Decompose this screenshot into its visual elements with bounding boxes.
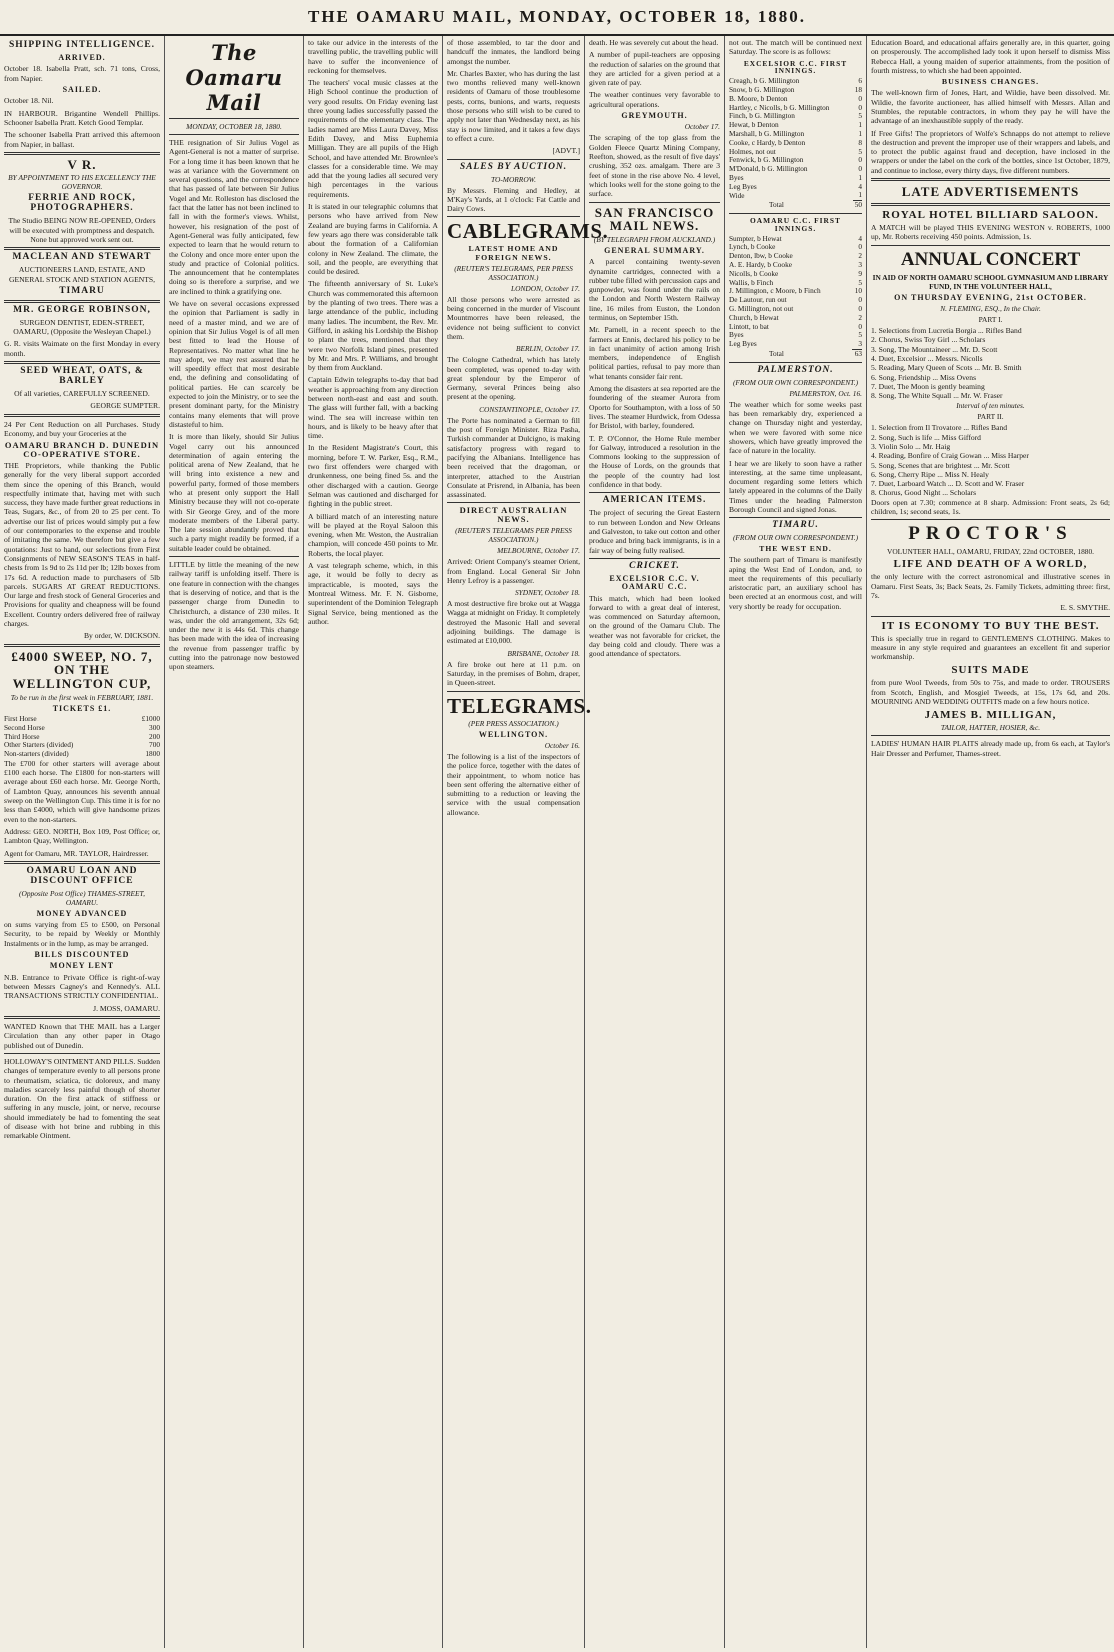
news-paragraph: of those assembled, to tar the door and handcuff the inmates, the landlord being amongst the number. (447, 38, 580, 66)
batsman-runs: 0 (858, 303, 862, 313)
news-paragraph: Mr. Charles Baxter, who has during the last two months relieved many well-known residents of Oamaru of those troublesome pests, corns, bunions, and warts, requests those persons who still wish to be cured to apply not later than Wednesday next, as his stay is now limited, and it takes a few days to effect a cure. (447, 68, 580, 143)
divider (4, 861, 160, 864)
scorecard-total (729, 201, 862, 210)
divider (4, 152, 160, 155)
batsman-runs: 3 (858, 260, 862, 269)
divider (589, 202, 720, 203)
divider (4, 644, 160, 647)
leader-paragraph: LITTLE by little the meaning of the new railway tariff is unfolding itself. There is one feature in connection with the changes that is deserving of notice, and that is the passenger charge from Dunedin to Christchurch, a distance of 230 miles. It was, under the old arrangement, 32s 6d; under the new it is 44s 6d. This change has been made with the idea of increasing the revenue from passenger traffic by cutting into the patronage now bestowed upon steamers. (169, 560, 299, 672)
loan-money-lent: MONEY LENT (49, 961, 115, 971)
batsman-name: Wallis, b Finch (729, 277, 774, 287)
news-paragraph: It is stated in our telegraphic columns that persons who have arrived from New Zealand are buying farms in California. A few years ago there was considerable talk about the formation of a Californian colony in New Zealand. The climate, the soil, and the people, are everything that could be desired. (308, 202, 438, 277)
royal-cypher: V R. (67, 156, 97, 172)
batsman-runs: 3 (858, 339, 862, 349)
divider (447, 216, 580, 217)
concert-part-2: PART II. (977, 412, 1004, 422)
scorecard-row (729, 165, 862, 174)
batsman-runs: 1 (858, 120, 862, 130)
coop-intro: 24 Per Cent Reduction on all Purchases. Study Economy, and buy your Groceries at the (4, 419, 160, 438)
cable-paragraph: The Porte has nominated a German to fill the post of Foreign Minister. Riza Pasha, Turkish commander at Dulcigno, is making satisfactory progress with regard to pacifying the Albanians. Intelligence has been received that the dragoman, or interpreter, attached to the Austrian Consulate at Prisrend, in Albania, has been assassinated. (447, 415, 580, 500)
telegrams-heading: TELEGRAMS. (447, 693, 592, 718)
loan-heading: OAMARU LOAN AND DISCOUNT OFFICE (26, 865, 138, 886)
dateline-wellington: WELLINGTON. (478, 729, 549, 739)
concert-part-1: PART I. (978, 315, 1003, 325)
concert-date: ON THURSDAY EVENING, 21st OCTOBER. (894, 292, 1087, 302)
column-4 (443, 36, 609, 1648)
telegram-paragraph: The following is a list of the inspectors of the police force, together with the dates of their appointment, to whom notice has been sent offering the alternative either of submitting to a reduction or leaving the service with the usual compensation allowance. (447, 752, 580, 817)
batsman-name: Leg Byes (729, 181, 757, 191)
batsman-name: Hewat, b Denton (729, 120, 779, 130)
news-paragraph: Education Board, and educational affairs generally are, in this quarter, going on prosperously. The accomplished lady took it upon herself to dismiss Miss Rebecca Hall, a young maiden of superior attainments, from the position of fourth mistress, to which she had been appointed. (871, 38, 1110, 75)
news-paragraph: not out. The match will be continued next Saturday. The score is as follows: (729, 38, 862, 57)
batsman-name: Snow, b G. Millington (729, 84, 795, 94)
batsman-runs: 2 (858, 312, 862, 322)
news-paragraph: A number of pupil-teachers are opposing the reduction of salaries on the ground that they are articled for a given period at a given rate of pay. (589, 50, 720, 88)
total-runs: 50 (854, 200, 862, 210)
batsman-name: Holmes, not out (729, 146, 776, 156)
batsman-runs: 5 (858, 330, 862, 340)
leader-paragraph: THE resignation of Sir Julius Vogel as Agent-General is not a matter of surprise. For a long time it has been known that he was at variance with the Government on several questions, and the correspondence that has passed of late between Sir Julius Vogel and Mr. Rolleston has disclosed the fact that the latter has not been inclined to fall in with the former's views. Whilst, however, his resignation of the post of Agent-General was fully anticipated, few expected to learn that he would return to the Colony and once more enter upon the study and practice of Colonial politics. The announcement that he contemplates doing so is therefore a surprise, and we are inclined to think a gratifying one. (169, 138, 299, 296)
divider (729, 517, 862, 518)
divider (447, 502, 580, 503)
news-paragraph: The teachers' vocal music classes at the High School continue the production of very good results. On Friday evening last three young ladies successfully passed the requirements of the elementary class. The ladies named are Miss Laura Davey, Miss Edith Davey, and Miss Euphemia Milligan. They are all pupils of the High School, and have attended Mr. Brownlee's classes for a considerable time. We may add that the young ladies all secured very high percentages in the various requirements. (308, 78, 438, 199)
proctor-heading: PROCTOR'S (908, 523, 1073, 545)
programme-item: 7. Duet, Larboard Watch ... D. Scott and W. Fraser (871, 479, 1025, 489)
batsman-runs: 4 (858, 233, 862, 243)
batsman-runs: 2 (858, 251, 862, 261)
divider (4, 361, 160, 364)
programme-item: 6. Song, Friendship ... Miss Ovens (871, 372, 977, 382)
divider (169, 118, 299, 119)
column-3 (304, 36, 443, 1648)
batsman-runs: 1 (858, 190, 862, 200)
australian-heading: DIRECT AUSTRALIAN NEWS. (459, 505, 568, 525)
news-paragraph: The scraping of the top glass from the Golden Fleece Quartz Mining Company, Reefton, showed, as the result of five days' crushing, 352 ozs. amalgam. There are 3 feet of stone in the rise above No. 4 level, which looks well for the stone going to the surface. (589, 133, 720, 199)
shipping-arrived: ARRIVED. (58, 52, 106, 62)
cable-paragraph: All those persons who were arrested as being concerned in the murder of Viscount Mountmorres have been released, the evidence not being sufficient to convict them. (447, 294, 580, 341)
batsman-name: J. Millington, c Moore, b Finch (729, 286, 821, 296)
sf-paragraph: T. P. O'Connor, the Home Rule member for Galway, introduced a resolution in the Commons looking to the suppression of the House of Lords, on the grounds that the people of the country had lost confidence in that body. (589, 433, 720, 490)
batsman-runs: 0 (858, 295, 862, 305)
dateline-melbourne: MELBOURNE, October 17. (497, 546, 580, 556)
harbour-list: IN HARBOUR. Brigantine Wendell Phillips. Schooner Isabella Pratt. Ketch Good Templar. (4, 108, 160, 127)
programme-item: 7. Duet, The Moon is gently beaming (871, 381, 985, 391)
batsman-runs: 0 (858, 93, 862, 103)
palmerston-date: PALMERSTON, Oct. 16. (789, 388, 862, 398)
dateline-sydney: SYDNEY, October 18. (514, 588, 580, 598)
holloway-ad: HOLLOWAY'S OINTMENT AND PILLS. Sudden changes of temperature evenly to all persons prone to rheumatism, sciatica, tic doloreux, and many maladies scarcely less painful though of shorter duration. On the first attack of stiffness or suffering in any muscle, joint, or nerve, recourse should immediately be had to fomenting the seat of disease with hot brine and rubbing in this remarkable Ointment. (4, 1056, 160, 1141)
american-paragraph: The project of securing the Great Eastern to run between London and New Orleans and Galveston, to take out cotton and other produce and bring back immigrants, is in a fair way of being fully realised. (589, 508, 720, 555)
loan-money: MONEY ADVANCED (36, 908, 128, 918)
batsman-name: Lintott, to bat (729, 321, 769, 331)
timaru-subheading: THE WEST END. (759, 544, 832, 554)
cricket-paragraph: This match, which had been looked forward to with a great deal of interest, was commenced on Saturday afternoon, on the ground of the Oamaru Club. The weather was not favorable for cricket, the day being cold and cloudy. There was a good attendance of spectators. (589, 593, 720, 659)
cable-paragraph: The Cologne Cathedral, which has lately been completed, was opened to-day with great splendour by the Emperor of Germany, several Princes being also present at the opening. (447, 355, 580, 402)
loan-signature: J. MOSS, OAMARU. (93, 1003, 160, 1013)
news-paragraph: A vast telegraph scheme, which, in this age, it would be folly to decry as impracticable, is mooted, says the Montreal Witness. Mr. F. N. Gisborne, superintendent of the Dominion Telegraph Signal Service, being mentioned as the author. (308, 561, 438, 626)
total-runs: 63 (852, 349, 862, 358)
business-paragraph: The well-known firm of Jones, Hart, and Wildie, have been dissolved. Mr. Wildie, the favorite auctioneer, has allied himself with Messrs. Allan and Stumbles, the reputable contractors, in whom they pay he will have the advantage of an inexhaustible supply of the ready. (871, 88, 1110, 126)
sweep-text: The £700 for other starters will average about £100 each horse. The £1800 for non-starters will average about £60 each horse. Mr. George North, of Lambton Quay, announces his seventh annual sweep on the Wellington Cup. This time it is for no less than £4000, which will give handsome prizes even to the non-starters. (4, 758, 160, 824)
cricket-subheading: EXCELSIOR C.C. V. OAMARU C.C. (609, 573, 700, 592)
divider (4, 1016, 160, 1019)
batsman-name: Denton, lbw, b Cooke (729, 251, 793, 261)
batsman-name: Cooke, c Hardy, b Denton (729, 137, 806, 147)
batsman-name: Hartley, c Nicolls, b G. Millington (729, 102, 830, 112)
batsman-runs: 5 (858, 111, 862, 121)
batsman-runs: 8 (858, 137, 862, 147)
billiard-text: A MATCH will be played THIS EVENING WESTON v. ROBERTS, 1000 up, Mr. Roberts receiving 450 points. Admission, 1s. (871, 223, 1110, 242)
batsman-name: B. Moore, b Denton (729, 93, 788, 103)
aus-paragraph: Arrived: Orient Company's steamer Orient, from England. Local General Sir John Henry Lefroy is a passenger. (447, 557, 580, 585)
divider (589, 558, 720, 559)
seed-heading: SEED WHEAT, OATS, & BARLEY (20, 365, 144, 386)
dateline-london: LONDON, October 17. (511, 283, 580, 293)
economy-text-2: from pure Wool Tweeds, from 50s to 75s, and made to order. TROUSERS from Scotch, English, and Mosgiel Tweeds, at 15s, 17s 6d, and 20s. MOURNING AND WEDDING OUTFITS made on a few hours notice. (871, 678, 1110, 707)
sf-paragraph: Mr. Parnell, in a recent speech to the farmers at Ennis, declared his policy to be in fact unanimity of action among Irish members, independence of English political parties, refusal to pay more than what tenants consider fair rent. (589, 325, 720, 381)
batsman-runs: 0 (858, 242, 862, 252)
suits-heading: SUITS MADE (951, 664, 1030, 677)
batsman-name: Byes (729, 330, 744, 340)
divider (4, 414, 160, 417)
news-paragraph: The fifteenth anniversary of St. Luke's Church was commemorated this afternoon by the planting of two trees. There was a large attendance of the public, including many ladies. The incumbent, the Rev. Mr. Gifford, in asking his Lordship the Bishop to plant the trees, mentioned that they were two Norfolk Island pines, presented by Mr. and Mrs. P. Williams, and brought by them from Auckland. (308, 279, 438, 373)
batsman-runs: 1 (858, 172, 862, 182)
shipping-heading: SHIPPING INTELLIGENCE. (8, 40, 156, 50)
prize-table (4, 715, 160, 759)
divider (871, 203, 1110, 206)
batsman-name: Sumpter, b Hewat (729, 233, 782, 243)
shipping-arrived-text: October 18. Isabella Pratt, sch. 71 tons, Cross, from Napier. (4, 64, 160, 83)
concert-chair: N. FLEMING, ESQ., In the Chair. (940, 304, 1041, 314)
masthead (0, 0, 1114, 36)
sf-paragraph: A parcel containing twenty-seven dynamite cartridges, connected with a rubber tube filled with percussion caps and gunpowder, was found under the rails on the London and North Western Railway line, 16 miles from Euston, the London terminus, on September 15th. (589, 257, 720, 322)
divider (4, 247, 160, 250)
photographers-text: The Studio BEING NOW RE-OPENED, Orders will be executed with promptness and despatch. None but approved work sent out. (8, 216, 156, 244)
scorecard-row (729, 340, 862, 349)
divider (871, 616, 1110, 617)
batsman-name: Finch, b G. Millington (729, 111, 795, 121)
scorecard-row (729, 323, 862, 332)
business-paragraph: If Free Gifts! The proprietors of Wolfe's Schnapps do not attempt to relieve the destruction and prevent the improper use of their wrappers and labels, and to protect the public against fraud and deception, have inclosed in the wrappers or under the label on the cork of the bottles, since 1st October, 1879, and continue to inclose, every thirty days, five different numbers. (871, 128, 1110, 175)
divider (729, 213, 862, 214)
concert-note: Doors open at 7.30; commence at 8 sharp. Admission: Front seats, 2s 6d; children, 1s; second seats, 1s. (871, 497, 1110, 517)
milligan-subheading: TAILOR, HATTER, HOSIER, &c. (940, 723, 1041, 733)
economy-text: This is specially true in regard to GENTLEMEN'S CLOTHING. Makes to measure in any style required and guarantees an excellent fit and superior workmanship. (871, 633, 1110, 662)
column-5 (585, 36, 725, 1648)
table-row: Other Starters (divided) 700 (4, 740, 160, 750)
coop-text: THE Proprietors, while thanking the Public generally for the very liberal support accorded them since the opening of this Branch, would respectfully intimate that, having met with such success, they have made further great reductions in Teas, Sugars, &c., of from 20 to 25 per cent. To advertise our list of prices would simply put a few of our contemporaries to the expense and trouble of imitating the same. We therefore but give a few quotations: Just to hand, our selections from First Consignments of NEW SEASON'S TEAS in half-chests from 1s 9d to 2s 11d per lb; 12lb boxes from 17s 6d. A reduction made to purchasers of 5lb parcels. SUGARS AT GREAT REDUCTIONS. Our large and fresh stock of General Groceries and Provisions for quality and cheapness will be found Excellent. Country orders delivered free of railway charges. (4, 460, 161, 628)
scorecard-row (729, 183, 862, 192)
wanted-notice: WANTED Known that THE MAIL has a Larger Circulation than any other paper in Otago published out of Dunedin. (4, 1022, 160, 1050)
programme-item: 2. Chorus, Swiss Toy Girl ... Scholars (871, 335, 986, 345)
batsman-runs: 5 (858, 277, 862, 287)
sweep-heading: £4000 SWEEP, NO. 7, ON THE WELLINGTON CUP, (11, 648, 153, 691)
masthead-title: THE OAMARU MAIL, MONDAY, OCTOBER 18, 1880. (307, 7, 807, 26)
scorecard-total (729, 349, 862, 358)
column-2 (165, 36, 304, 1648)
oamaru-scorecard (729, 235, 862, 359)
sweep-tickets: TICKETS £1. (52, 703, 112, 713)
sweep-subheading: To be run in the first week in FEBRUARY, 1881. (10, 692, 154, 702)
timaru-heading: TIMARU. (772, 520, 819, 531)
batsman-name: A. E. Hardy, b Cooke (729, 260, 792, 269)
san-francisco-subheading: GENERAL SUMMARY. (604, 245, 705, 255)
aus-paragraph: A fire broke out here at 11 p.m. on Saturday, in the premises of Bohm, draper, in Queen-street. (447, 659, 580, 688)
loan-text: on sums varying from £5 to £500, on Personal Security, to be repaid by Weekly or Monthly Instalments or in the lump, as may be arranged. (4, 920, 160, 948)
sales-text: By Messrs. Fleming and Hedley, at M'Kay's Yards, at 1 o'clock: Fat Cattle and Dairy Cows. (447, 185, 580, 214)
telegrams-credit: (PER PRESS ASSOCIATION.) (468, 718, 559, 728)
advt-mark: [ADVT.] (552, 146, 580, 156)
batsman-name: Fenwick, b G. Millington (729, 155, 804, 165)
divider (589, 492, 720, 493)
palmerston-paragraph: I hear we are likely to soon have a rather interesting, at the same time unpleasant, document regarding some letters which lately appeared in the columns of the Daily Times under the heading Palmerston Borough Council and signed Jonas. (729, 458, 862, 514)
batsman-name: Wide (729, 190, 745, 200)
concert-subheading: IN AID OF NORTH OAMARU SCHOOL GYMNASIUM AND LIBRARY FUND, IN THE VOLUNTEER HALL, (872, 272, 1109, 291)
divider (447, 691, 580, 692)
concert-programme-2 (871, 423, 1110, 497)
divider (169, 556, 299, 557)
seed-signature: GEORGE SUMPTER. (90, 401, 160, 411)
batsman-runs: 0 (858, 321, 862, 331)
batsman-name: M'Donald, b G. Millington (729, 164, 808, 174)
concert-interval: Interval of ten minutes. (956, 401, 1025, 411)
milligan-heading: JAMES B. MILLIGAN, (924, 709, 1057, 722)
batsman-name: Lynch, b Cooke (729, 242, 776, 252)
coop-signature: By order, W. DICKSON. (83, 631, 160, 641)
batsman-name: G. Millington, not out (729, 303, 794, 313)
table-row: Non-starters (divided) 1800 (4, 749, 160, 759)
loan-note: N.B. Entrance to Private Office is right-of-way between Messrs Cagney's and Kennedy's. ALL TRANSACTIONS STRICTLY CONFIDENTIAL. (4, 972, 160, 1001)
programme-item: 4. Reading, Bonfire of Craig Gowan ... Miss Harper (871, 451, 1029, 461)
table-row: Third Horse 200 (4, 731, 160, 741)
excelsior-innings-heading: EXCELSIOR C.C. FIRST INNINGS. (743, 58, 848, 76)
cablegrams-credit: (REUTER'S TELEGRAMS, PER PRESS ASSOCIATION.) (454, 263, 573, 282)
sweep-address: Address: GEO. NORTH, Box 109, Post Office; or, Lambton Quay, Wellington. (4, 826, 160, 846)
table-row: Second Horse 300 (4, 722, 160, 732)
programme-item: 2. Song, Such is life ... Miss Gifford (871, 432, 981, 442)
news-paragraph: A billiard match of an interesting nature will be played at the Royal Saloon this evening, when Mr. Weston, the Australian champion, will concede 450 points to Mr. Roberts, the local player. (308, 511, 438, 558)
photographers-heading: FERRIE AND ROCK, PHOTOGRAPHERS. (28, 193, 136, 214)
wellington-date: October 16. (544, 741, 580, 750)
shipping-sailed: SAILED. (62, 84, 102, 94)
batsman-runs: 10 (854, 286, 862, 296)
leader-paragraph: It is more than likely, should Sir Julius Vogel carry out his announced determination of again entering the political arena of New Zealand, that he will bring into existence a new and powerful party, formed of those members who at present only support the Hall Ministry because they will not co-operate with Sir George Grey, and of the more moderate members of the Liberal party. The late session abundantly proved that such a party might readily be formed, if a suitable leader could be obtained. (169, 432, 299, 553)
dateline-greymouth: GREYMOUTH. (621, 111, 688, 121)
palmerston-paragraph: The weather which for some weeks past has been remarkably dry, experienced a change on Thursday night and yesterday, when we were favored with some nice showers, which have greatly improved the face of nature in the locality. (729, 399, 862, 456)
oamaru-innings-heading: OAMARU C.C. FIRST INNINGS. (750, 216, 841, 233)
total-label: Total (769, 200, 784, 210)
loan-subheading: (Opposite Post Office) THAMES-STREET, OAMARU. (19, 888, 145, 907)
divider (729, 362, 862, 363)
programme-item: 3. Song, The Mountaineer ... Mr. D. Scott (871, 344, 998, 354)
dateline-constantinople: CONSTANTINOPLE, October 17. (479, 404, 580, 414)
batsman-runs: 0 (858, 164, 862, 174)
programme-item: 5. Reading, Mary Queen of Scots ... Mr. B. Smith (871, 363, 1022, 373)
batsman-name: Byes (729, 172, 744, 182)
excelsior-scorecard (729, 77, 862, 210)
news-paragraph: to take our advice in the interests of the travelling public, the travelling public will have to suffer the inconvenience of reckoning for themselves. (308, 38, 438, 75)
table-row: First Horse £1000 (4, 713, 160, 723)
economy-heading: IT IS ECONOMY TO BUY THE BEST. (881, 619, 1100, 632)
cablegrams-subheading: LATEST HOME AND FOREIGN NEWS. (468, 244, 559, 262)
batsman-name: Marshall, b G. Millington (729, 128, 805, 138)
late-ads-heading: LATE ADVERTISEMENTS (901, 184, 1080, 200)
divider (4, 1053, 160, 1054)
harbour-note: The schooner Isabella Pratt arrived this afternoon from Napier, in ballast. (4, 130, 160, 149)
column-7 (867, 36, 1114, 1648)
timaru-credit: (FROM OUR OWN CORRESPONDENT.) (732, 533, 859, 543)
batsman-name: Creagh, b G. Millington (729, 76, 800, 86)
proctor-title: LIFE AND DEATH OF A WORLD, (893, 558, 1088, 571)
news-paragraph: In the Resident Magistrate's Court, this morning, before T. W. Parker, Esq., R.M., two first offenders were charged with drunkenness, one being fined 5s. and the other discharged with a caution. George Selman was cautioned and discharged for fighting in the public street. (308, 443, 438, 509)
divider (447, 159, 580, 160)
robinson-text: SURGEON DENTIST, EDEN-STREET, OAMARU, (Opposite the Wesleyan Chapel.) (13, 317, 151, 337)
newspaper-columns (0, 36, 1114, 1648)
palmerston-heading: PALMERSTON. (757, 364, 834, 375)
divider (169, 134, 299, 135)
palmerston-credit: (FROM OUR OWN CORRESPONDENT.) (732, 377, 859, 387)
column-6 (725, 36, 867, 1648)
billiard-heading: ROYAL HOTEL BILLIARD SALOON. (882, 209, 1099, 222)
american-heading: AMERICAN ITEMS. (602, 495, 707, 506)
ladies-hair-ad: LADIES' HUMAN HAIR PLAITS already made up, from 6s each, at Taylor's Hair Dresser and Perfumer, Thames-street. (871, 739, 1110, 758)
divider (871, 519, 1110, 520)
programme-item: 1. Selection from Il Trovatore ... Rifles Band (871, 423, 1008, 433)
programme-item: 1. Selections from Lucretia Borgia ... Rifles Band (871, 326, 1022, 336)
sweep-agent: Agent for Oamaru, MR. TAYLOR, Hairdresser. (4, 848, 149, 858)
coop-heading: OAMARU BRANCH D. DUNEDIN CO-OPERATIVE STORE. (4, 440, 160, 460)
batsman-runs: 4 (858, 181, 862, 191)
dateline-brisbane: BRISBANE, October 18. (507, 648, 580, 658)
cablegrams-heading: CABLEGRAMS. (447, 219, 609, 244)
cricket-heading: CRICKET. (629, 560, 680, 571)
proctor-subheading: VOLUNTEER HALL, OAMARU, FRIDAY, 22nd OCTOBER, 1880. (886, 547, 1094, 557)
divider (4, 300, 160, 303)
divider (871, 245, 1110, 246)
sf-paragraph: Among the disasters at sea reported are the foundering of the steamer Aurora from Oporto for Southampton, with a loss of 50 lives. The steamer Hurdwick, from Odessa for Bristol, with barley, foundered. (589, 384, 720, 431)
san-francisco-credit: (BY TELEGRAPH FROM AUCKLAND.) (593, 234, 716, 244)
batsman-runs: 9 (858, 268, 862, 278)
column-1 (0, 36, 165, 1648)
paper-title: The Oamaru Mail (185, 40, 283, 115)
maclean-town: TIMARU (59, 285, 105, 296)
business-heading: BUSINESS CHANGES. (941, 77, 1040, 87)
appointment-line: BY APPOINTMENT TO HIS EXCELLENCY THE GOVERNOR. (8, 173, 156, 192)
robinson-heading: MR. GEORGE ROBINSON, (13, 304, 151, 315)
programme-item: 6. Song, Cherry Ripe ... Miss N. Healy (871, 469, 989, 479)
robinson-note: G. R. visits Waimate on the first Monday in every month. (4, 339, 160, 358)
seed-text: Of all varieties, CAREFULLY SCREENED. (14, 388, 150, 398)
sales-day: TO-MORROW. (491, 174, 536, 184)
programme-item: 4. Duet, Excelsior ... Messrs. Nicolls (871, 353, 983, 363)
concert-heading: ANNUAL CONCERT (900, 248, 1081, 270)
maclean-heading: MACLEAN AND STEWART (12, 252, 152, 263)
batsman-runs: 0 (858, 155, 862, 165)
programme-item: 8. Chorus, Good Night ... Scholars (871, 488, 977, 498)
proctor-text: the only lecture with the correct astronomical and illustrative scenes in Oamaru. First Seats, 3s; Back Seats, 2s. Family Tickets, admitting three: first, 7s. (871, 572, 1110, 600)
programme-item: 8. Song, The White Squall ... Mr. W. Fraser (871, 391, 1003, 401)
batsman-name: Church, b Hewat (729, 312, 779, 322)
proctor-signature: E. S. SMYTHE. (1060, 603, 1110, 613)
concert-programme-1 (871, 326, 1110, 400)
leader-dateline: MONDAY, OCTOBER 18, 1880. (186, 122, 282, 131)
leader-paragraph: We have on several occasions expressed the opinion that Parliament is sadly in need of a master mind, and we are of opinion that Sir Julius Vogel is of all men best fitted to lead the House of Representatives. No matter what line he may adopt, we may rest assured that he will speedily effect that most desirable end, the defining and consolidating of political parties. He can scarcely be expected to join the Ministry, or to see the present dominant party, for the Ministry contains many elements that will prove distasteful to him. (169, 299, 299, 429)
news-paragraph: The weather continues very favorable to agricultural operations. (589, 90, 720, 109)
divider (871, 735, 1110, 736)
batsman-name: Leg Byes (729, 339, 757, 349)
programme-item: 5. Song, Scenes that are brightest ... Mr. Scott (871, 460, 1010, 470)
timaru-paragraph: The southern part of Timaru is manifestly aping the West End of London, and, to meet the requirements of this peculiarly aristocratic part, an auxiliary school has been erected at an enormous cost, and will very shortly be ready for occupation. (729, 555, 862, 611)
aus-paragraph: A most destructive fire broke out at Wagga Wagga at midnight on Friday. It completely destroyed the Masonic Hall and several adjoining buildings. The damage is estimated at £10,000. (447, 599, 580, 646)
scorecard-row (729, 191, 862, 200)
news-paragraph: death. He was severely cut about the head. (589, 38, 719, 47)
maclean-text: AUCTIONEERS LAND, ESTATE, AND GENERAL STOCK AND STATION AGENTS, (9, 265, 155, 284)
sales-heading: SALES BY AUCTION. (459, 161, 568, 172)
batsman-runs: 18 (854, 84, 862, 94)
total-label: Total (769, 348, 784, 358)
programme-item: 3. Violin Solo ... Mr. Haig (871, 441, 951, 451)
batsman-name: Nicolls, b Cooke (729, 268, 779, 278)
loan-bills: BILLS DISCOUNTED (34, 950, 130, 960)
batsman-runs: 6 (858, 76, 862, 86)
batsman-runs: 1 (858, 128, 862, 138)
australian-credit: (REUTER'S TELEGRAMS PER PRESS ASSOCIATION.) (455, 526, 572, 545)
dateline-berlin: BERLIN, October 17. (515, 344, 580, 354)
batsman-name: De Lautour, run out (729, 295, 787, 305)
divider (871, 178, 1110, 181)
batsman-runs: 5 (858, 146, 862, 156)
greymouth-date: October 17. (684, 122, 720, 132)
news-paragraph: Captain Edwin telegraphs to-day that bad weather is approaching from any direction between north-east and east and south. The glass will further fall, with a backing wind. The sea will increase within ten hours, and is likely to be heavy after that time. (308, 375, 438, 441)
san-francisco-heading: SAN FRANCISCO MAIL NEWS. (594, 204, 715, 234)
batsman-runs: 0 (858, 102, 862, 112)
shipping-sailed-text: October 18. Nil. (4, 96, 54, 106)
